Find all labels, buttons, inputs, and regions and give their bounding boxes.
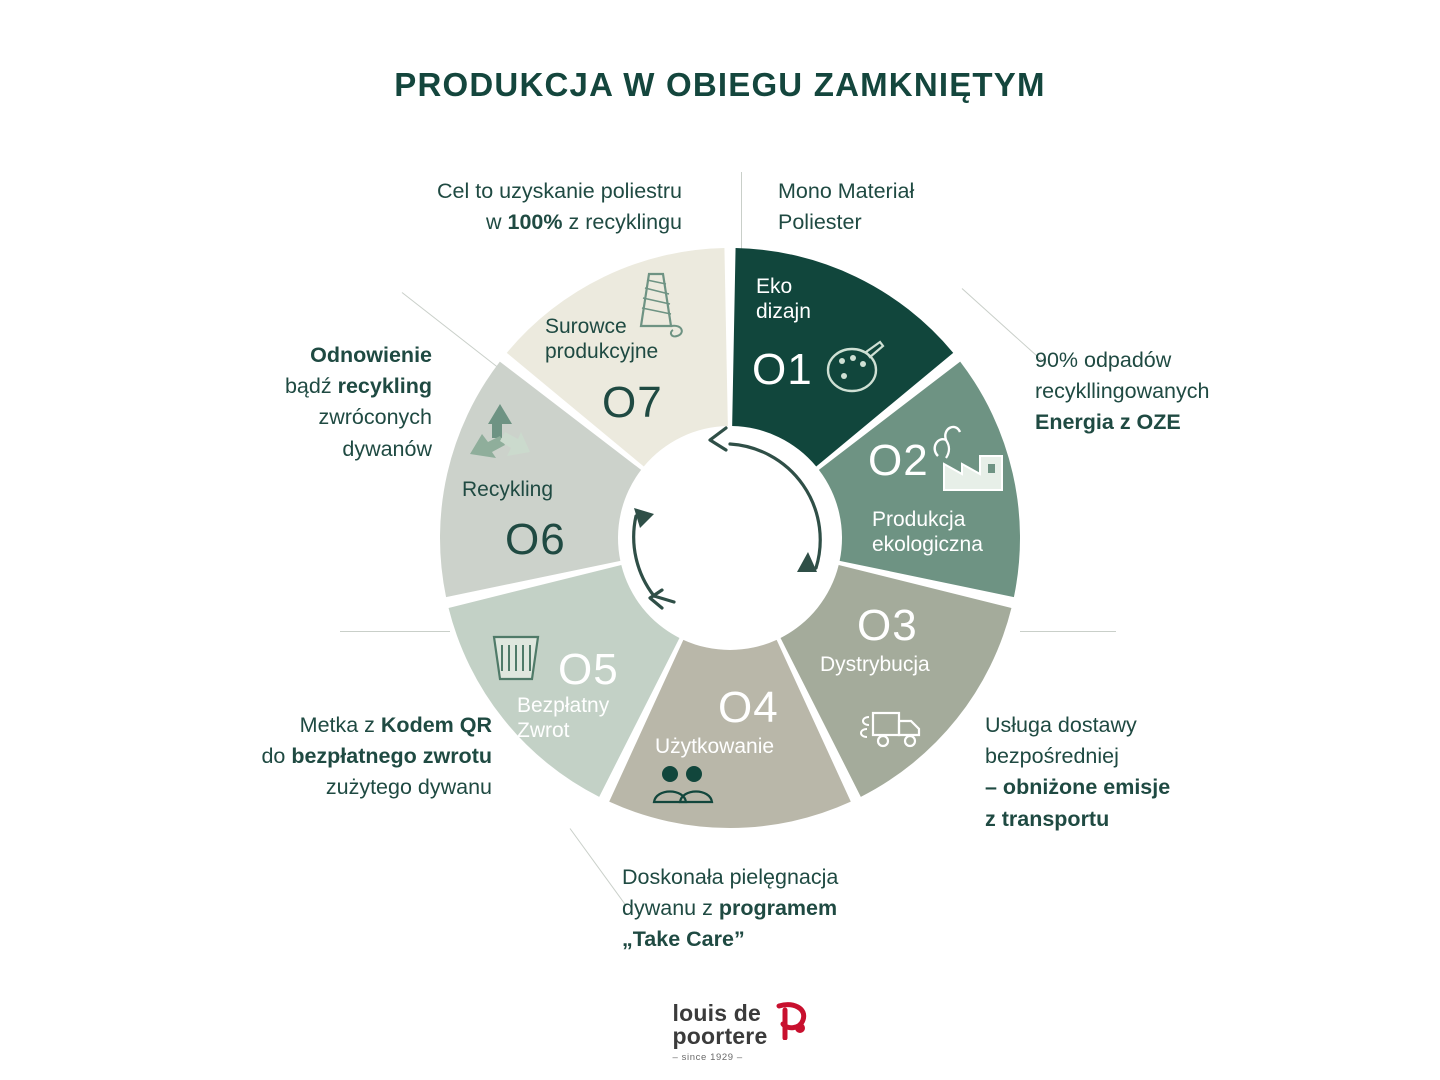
leader-line-4 [570,828,627,905]
segment-3-number: O3 [857,601,918,650]
yarn-spool-icon [625,268,691,344]
segment-2-label: Produkcja ekologiczna [872,508,983,556]
segment-4-number: O4 [718,683,779,732]
page-title: PRODUKCJA W OBIEGU ZAMKNIĘTYM [394,66,1046,103]
annotation-6: Odnowienie bądź recykling zwróconych dywanów [284,343,432,461]
annotation-5: Metka z Kodem QR do bezpłatnego zwrotu zużytego dywanu [261,713,492,800]
annotation-2: 90% odpadów recykllingowanych Energia z OZE [1035,348,1210,435]
annotation-4: Doskonała pielęgnacja dywanu z programem „Take Care” [622,865,839,952]
logo-since: – since 1929 – [672,1052,743,1064]
logo-line-1: louis de [672,1000,762,1026]
recycling-icon [462,398,538,470]
brand-logo [0,1002,1440,1065]
segment-5-number: O5 [558,645,619,694]
paint-palette-icon [822,340,886,398]
factory-icon [928,420,1006,494]
segment-2-number: O2 [868,436,929,485]
annotation-1: Mono Materiał Poliester [778,179,915,235]
annotation-3: Usługa dostawy bezpośredniej – obniżone emisje z transportu [985,713,1171,831]
segment-7-label: Surowce produkcyjne [545,315,659,363]
segment-5-label: Bezpłatny Zwrot [517,694,610,742]
segment-3-label: Dystrybucja [820,653,930,676]
logo-mark-icon [773,1000,811,1040]
segment-4-label: Użytkowanie [655,735,775,758]
leader-line-3 [1020,631,1116,632]
segment-1-label: Eko dizajn [756,275,811,323]
segment-7-number: O7 [602,378,663,427]
segment-1-number: O1 [752,345,813,394]
center-cycle-arrows [610,420,850,660]
people-icon [648,760,718,808]
logo-line-2: poortere [672,1022,768,1049]
basket-icon [486,625,546,687]
segment-6-number: O6 [505,515,566,564]
segment-6-label: Recykling [462,478,554,501]
delivery-truck-icon [855,695,925,755]
annotation-7: Cel to uzyskanie poliestru w 100% z recyklingu [437,179,682,235]
